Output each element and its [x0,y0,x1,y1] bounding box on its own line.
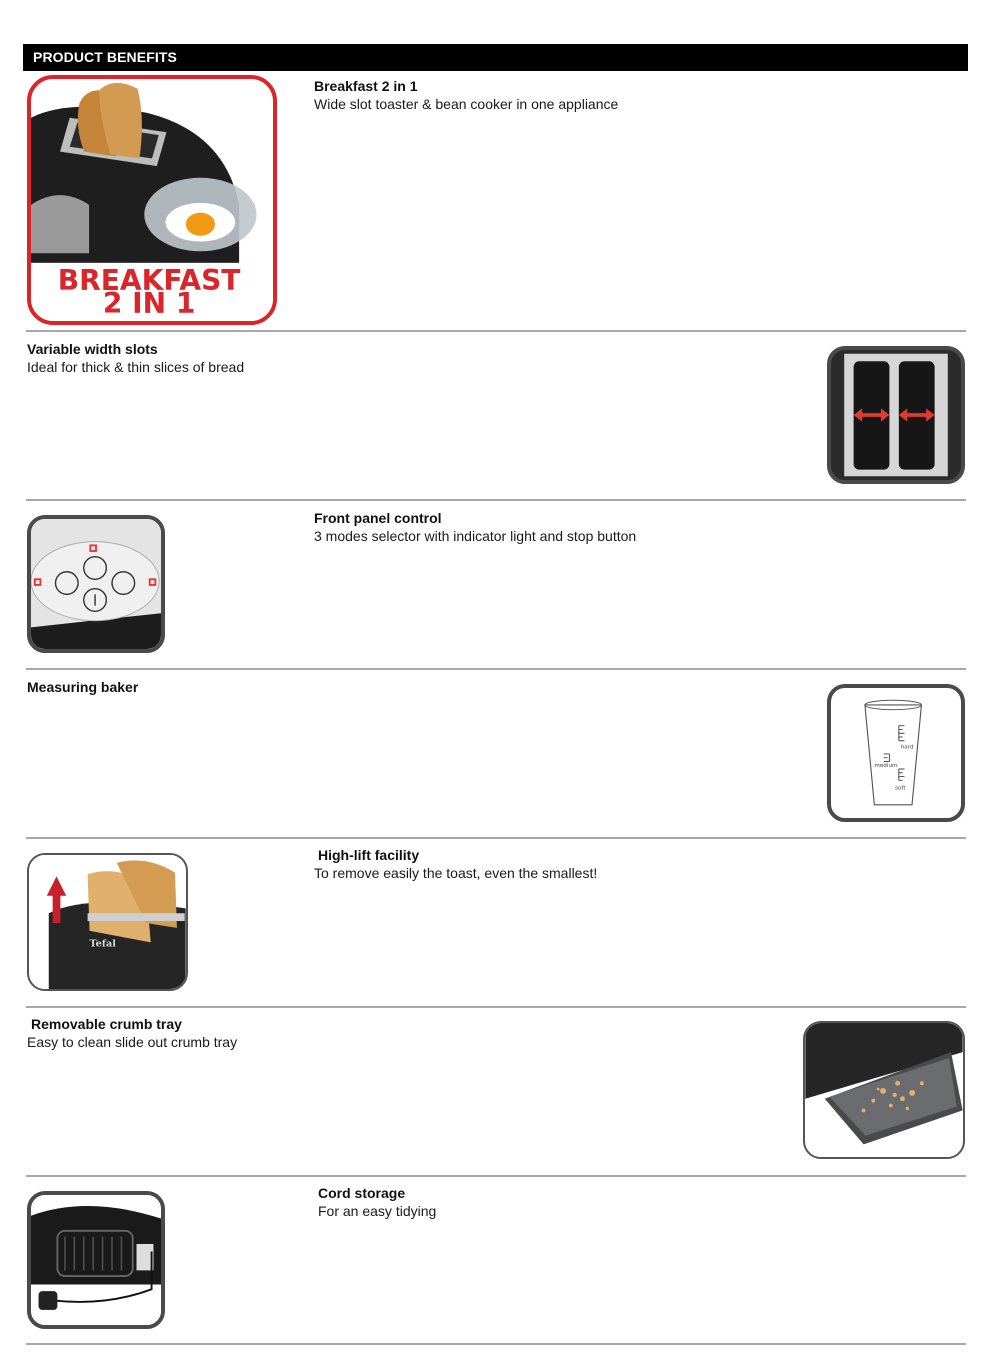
benefit-removable-crumb-tray [27,1015,237,1052]
control-panel-icon [31,519,161,649]
high-lift-toaster-icon [29,855,186,989]
benefit-description: Wide slot toaster & bean cooker in one appliance [314,96,619,112]
product-benefits-header: PRODUCT BENEFITS [23,44,968,71]
benefit-variable-width-slots [27,340,244,377]
cord-storage-image [27,1191,165,1329]
benefit-description: To remove easily the toast, even the smallest! [314,865,598,881]
divider [26,1175,966,1177]
crumb-tray-icon [805,1023,963,1157]
svg-text:BREAKFAST: BREAKFAST [57,264,241,298]
benefit-front-panel-control [314,509,636,546]
benefit-title: Front panel control [314,510,442,526]
front-panel-image [27,515,165,653]
benefit-measuring-baker [27,678,138,696]
benefit-title: Variable width slots [27,341,158,357]
divider [26,837,966,839]
benefit-breakfast-2in1 [314,77,618,114]
measuring-cup-image [827,684,965,822]
benefit-cord-storage [314,1184,436,1221]
crumb-tray-image [803,1021,965,1159]
cord-storage-icon [31,1195,161,1325]
toaster-slots-arrows-icon [831,350,961,480]
benefit-description: Ideal for thick & thin slices of bread [27,359,245,375]
benefit-title: Removable crumb tray [31,1016,182,1032]
benefit-high-lift-facility [314,846,597,883]
divider [26,499,966,501]
benefit-title: Measuring baker [27,679,139,695]
divider [26,1343,966,1345]
variable-slots-image [827,346,965,484]
svg-text:2 IN 1: 2 IN 1 [102,287,196,321]
benefit-title: Cord storage [318,1185,406,1201]
svg-text:Tefal: Tefal [89,938,116,950]
benefit-description: Easy to clean slide out crumb tray [27,1034,238,1050]
breakfast-2in1-image [27,75,277,325]
svg-text:hard: hard [900,744,914,751]
svg-text:soft: soft [895,785,906,792]
svg-text:medium: medium [874,763,898,770]
benefit-description: 3 modes selector with indicator light and stop button [314,528,637,544]
benefit-title: Breakfast 2 in 1 [314,78,418,94]
measuring-cup-icon [831,688,961,818]
benefit-title: High-lift facility [318,847,420,863]
divider [26,668,966,670]
high-lift-image [27,853,188,991]
divider [26,1006,966,1008]
benefit-description: For an easy tidying [318,1203,437,1219]
toaster-egg-cooker-icon [31,79,273,321]
divider [26,330,966,332]
